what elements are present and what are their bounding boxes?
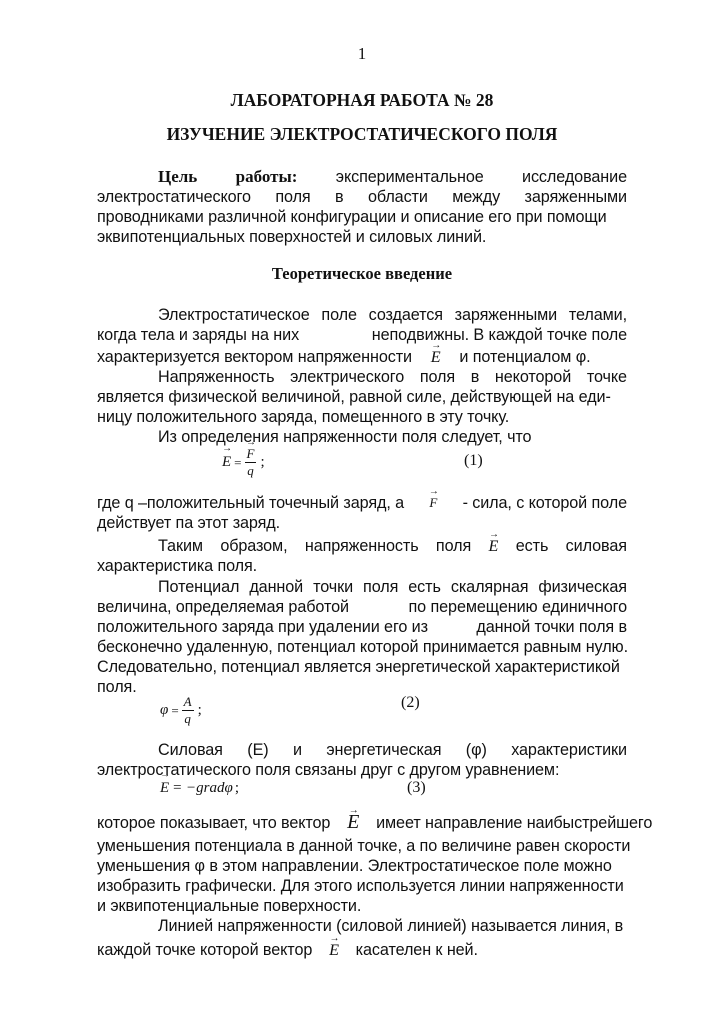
p8-line-4: изобразить графически. Для этого используется линии напряженности — [97, 877, 624, 895]
eq1-numerator: → F — [247, 446, 255, 462]
word: между — [452, 188, 501, 206]
goal-line-1 — [158, 167, 627, 187]
text: величина, определяемая работой — [97, 598, 349, 616]
eq1-equals: = — [234, 454, 242, 470]
p5-line-2: характеристика поля. — [97, 557, 258, 575]
word: (φ) — [465, 741, 487, 759]
p8-line-1 — [97, 811, 653, 833]
equation-1-number: (1) — [464, 452, 483, 469]
word: заряженными — [454, 306, 558, 324]
p4-line-1 — [97, 493, 627, 513]
p7-line-1 — [158, 740, 627, 760]
word: поле — [321, 306, 357, 324]
goal-line-2 — [97, 187, 627, 207]
vector-e-symbol: → E — [347, 812, 359, 832]
word: точке — [586, 368, 627, 386]
word: создается — [368, 306, 443, 324]
p6-line-2 — [97, 597, 627, 617]
p6-line-3 — [97, 617, 627, 637]
word: поля — [419, 368, 456, 386]
main-title: ИЗУЧЕНИЕ ЭЛЕКТРОСТАТИЧЕСКОГО ПОЛЯ — [166, 124, 558, 144]
equation-2 — [160, 694, 202, 727]
p2-line-2: является физической величиной, равной силе, действующей на еди- — [97, 388, 611, 406]
text: касателен к ней. — [355, 941, 478, 959]
eq1-semicolon: ; — [260, 454, 265, 470]
text: характеризуется вектором напряженности — [97, 348, 412, 366]
word: напряженность — [304, 537, 419, 555]
p9-line-2 — [97, 940, 627, 960]
page-number: 1 — [357, 44, 367, 63]
p8-line-3: уменьшения φ в этом направлении. Электростатическое поле можно — [97, 857, 612, 875]
word: поля — [363, 578, 399, 596]
word: Электростатическое — [158, 306, 310, 324]
word: электростатического — [97, 188, 251, 206]
text: и потенциалом φ. — [459, 348, 591, 366]
eq3-lhs: → E — [160, 780, 169, 797]
word: некоторой — [494, 368, 572, 386]
word: и — [292, 741, 302, 759]
p6-line-1 — [158, 577, 627, 597]
word: характеристики — [511, 741, 627, 759]
p7-line-2: электростатического поля связаны друг с другом уравнением: — [97, 761, 560, 779]
vector-e-symbol: → E — [431, 347, 441, 367]
p8-line-2: уменьшения потенциала в данной точке, а по величине равен скорости — [97, 837, 631, 855]
word: скалярная — [450, 578, 529, 596]
vector-e-symbol: → E — [489, 536, 499, 556]
vector-f-symbol: → F — [429, 493, 437, 513]
word: в — [335, 188, 344, 206]
eq2-lhs: φ — [160, 702, 169, 718]
p6-line-4: бесконечно удаленную, потенциал которой принимается равным нулю. — [97, 638, 628, 656]
vector-e-symbol: → E — [329, 940, 339, 960]
word: данной — [249, 578, 304, 596]
eq3-rhs: = −gradφ — [172, 780, 233, 796]
equation-3 — [160, 780, 239, 797]
p6-line-5: Следовательно, потенциал является энергетической характеристикой — [97, 658, 620, 676]
text: положительного заряда при удалении его из — [97, 618, 428, 636]
word: Напряженность — [158, 368, 275, 386]
word: (Е) — [247, 741, 269, 759]
eq1-lhs: → E — [222, 454, 231, 471]
goal-word: исследование — [522, 168, 627, 186]
eq2-numerator: A — [183, 694, 192, 709]
equation-1 — [222, 446, 265, 479]
word: физическая — [538, 578, 627, 596]
word: поля — [275, 188, 311, 206]
word: Силовая — [158, 741, 223, 759]
p4-line-2: действует па этот заряд. — [97, 514, 281, 532]
text: имеет направление наибыстрейшего — [376, 814, 653, 832]
goal-line-4: эквипотенциальных поверхностей и силовых линий. — [97, 228, 487, 246]
word: телами, — [568, 306, 627, 324]
goal-word: экспериментальное — [335, 168, 484, 186]
eq2-equals: = — [171, 702, 179, 718]
p1-line-3 — [97, 347, 627, 367]
text: которое показывает, что вектор — [97, 814, 331, 832]
word: поля — [435, 537, 472, 555]
goal-line-3: проводниками различной конфигурации и описание его при помощи — [97, 208, 607, 226]
goal-label-1: Цель — [158, 167, 198, 186]
word: области — [367, 188, 428, 206]
eq2-fraction — [182, 694, 194, 727]
word: Потенциал — [158, 578, 240, 596]
word: точки — [313, 578, 354, 596]
text: каждой точке которой вектор — [97, 941, 313, 959]
p1-line-1 — [158, 305, 627, 325]
word: силовая — [565, 537, 627, 555]
eq1-denominator: q — [247, 463, 254, 478]
section-title: Теоретическое введение — [271, 264, 453, 283]
text: где q –положительный точечный заряд, а — [97, 494, 405, 512]
p3-line-1: Из определения напряженности поля следует, что — [158, 428, 532, 446]
p6-line-6: поля. — [97, 678, 137, 696]
text: по перемещению единичного — [408, 598, 627, 616]
text: когда тела и заряды на них — [97, 326, 300, 344]
word: заряженными — [524, 188, 627, 206]
text: неподвижны. В каждой точке поле — [371, 326, 627, 344]
equation-2-number: (2) — [401, 694, 420, 711]
lab-title: ЛАБОРАТОРНАЯ РАБОТА № 28 — [230, 90, 494, 110]
word: есть — [408, 578, 441, 596]
word: энергетическая — [326, 741, 442, 759]
eq2-denominator: q — [184, 711, 191, 726]
equation-3-number: (3) — [407, 779, 426, 796]
p2-line-3: ницу положительного заряда, помещенного в эту точку. — [97, 408, 510, 426]
goal-label-2: работы: — [235, 167, 298, 186]
p1-line-2 — [97, 325, 627, 345]
text: данной точки поля в — [476, 618, 627, 636]
eq1-fraction — [245, 446, 257, 479]
word: образом, — [220, 537, 288, 555]
eq2-semicolon: ; — [197, 702, 202, 718]
text: - сила, с которой поле — [462, 494, 627, 512]
word: в — [470, 368, 480, 386]
eq3-semicolon: ; — [234, 780, 239, 796]
p2-line-1 — [158, 367, 627, 387]
p9-line-1: Линией напряженности (силовой линией) называется линия, в — [158, 917, 624, 935]
p5-line-1 — [158, 536, 627, 556]
word: электрического — [290, 368, 405, 386]
word: Таким — [158, 537, 203, 555]
word: есть — [515, 537, 549, 555]
p8-line-5: и эквипотенциальные поверхности. — [97, 897, 362, 915]
